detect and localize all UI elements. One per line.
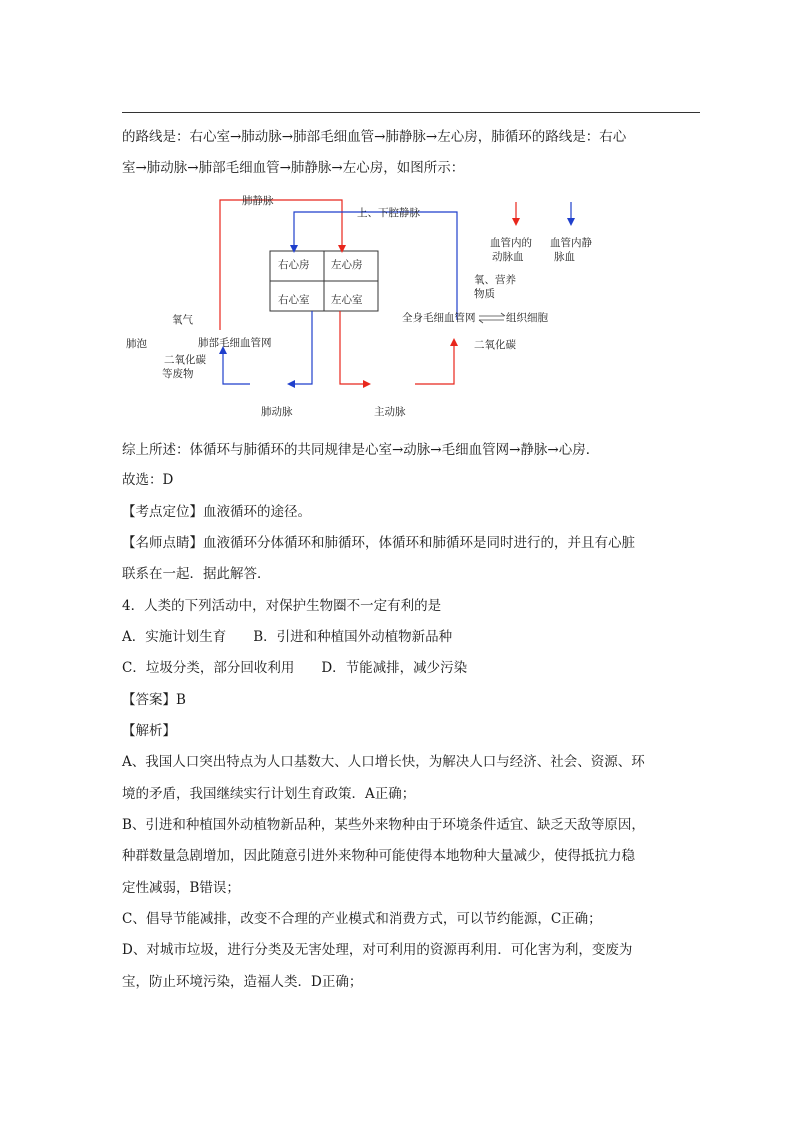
- header-rule: [122, 112, 700, 113]
- co2-waste-label-2: 等废物: [162, 368, 194, 380]
- aorta-return-arrow: [415, 340, 454, 384]
- tissue-cells-label: 组织细胞: [506, 312, 548, 324]
- aorta-label: 主动脉: [374, 406, 406, 418]
- legend-venous-label-1: 血管内静: [550, 237, 592, 249]
- legend-arterial-label-1: 血管内的: [490, 237, 532, 249]
- paragraph-line: 故选：D: [122, 472, 174, 488]
- paragraph-line: 室→肺动脉→肺部毛细血管→肺静脉→左心房，如图所示：: [122, 160, 465, 176]
- paragraph-line: D、对城市垃圾，进行分类及无害处理，对可利用的资源再利用．可化害为利，变废为: [122, 942, 633, 958]
- oxygen-label: 氧气: [172, 314, 193, 326]
- analysis-heading: 【解析】: [122, 723, 176, 739]
- pulmonary-vein-label: 肺静脉: [242, 195, 274, 207]
- left-atrium-label: 左心房: [331, 259, 363, 271]
- question-options-cd: C．垃圾分类，部分回收利用 D．节能减排，减少污染: [122, 660, 468, 676]
- paragraph-line: 【考点定位】血液循环的途径。: [122, 504, 311, 520]
- oxygen-nutrients-label-2: 物质: [474, 288, 495, 300]
- pulmonary-artery-arrow: [289, 311, 312, 384]
- oxygen-nutrients-label-1: 氧、营养: [474, 274, 516, 286]
- question-options-ab: A．实施计划生育 B．引进和种植国外动植物新品种: [122, 629, 453, 645]
- pulmonary-artery-return-arrow: [223, 348, 250, 384]
- legend-venous-label-2: 脉血: [554, 251, 575, 263]
- vena-cava-label: 上、下腔静脉: [357, 207, 420, 219]
- alveoli-label: 肺泡: [126, 338, 147, 350]
- left-ventricle-label: 左心室: [331, 294, 363, 306]
- question-stem: 4．人类的下列活动中，对保护生物圈不一定有利的是: [122, 598, 442, 614]
- legend-arterial-label-2: 动脉血: [492, 251, 524, 263]
- paragraph-line: 的路线是：右心室→肺动脉→肺部毛细血管→肺静脉→左心房，肺循环的路线是：右心: [122, 129, 627, 145]
- paragraph-line: A、我国人口突出特点为人口基数大、人口增长快，为解决人口与经济、社会、资源、环: [122, 754, 645, 770]
- aorta-arrow: [340, 311, 369, 384]
- right-atrium-label: 右心房: [278, 259, 310, 271]
- paragraph-line: 联系在一起．据此解答．: [122, 566, 271, 582]
- right-ventricle-label: 右心室: [278, 294, 310, 306]
- paragraph-line: C、倡导节能减排，改变不合理的产业模式和消费方式，可以节约能源，C正确；: [122, 911, 602, 927]
- co2-label: 二氧化碳: [474, 339, 516, 351]
- paragraph-line: B、引进和种植国外动植物新品种，某些外来物种由于环境条件适宜、缺乏天敌等原因，: [122, 817, 645, 833]
- vena-cava-arrow: [294, 212, 457, 320]
- paragraph-line: 宝，防止环境污染，造福人类．D正确；: [122, 974, 363, 990]
- lung-capillaries-label: 肺部毛细血管网: [198, 337, 272, 349]
- pulmonary-artery-label: 肺动脉: [261, 406, 293, 418]
- body-capillaries-label: 全身毛细血管网: [402, 312, 476, 324]
- paragraph-line: 综上所述：体循环与肺循环的共同规律是心室→动脉→毛细血管网→静脉→心房．: [122, 442, 600, 458]
- answer-label: 【答案】B: [122, 692, 186, 708]
- paragraph-line: 【名师点睛】血液循环分体循环和肺循环，体循环和肺循环是同时进行的，并且有心脏: [122, 535, 635, 551]
- blood-circulation-diagram: [122, 188, 592, 428]
- paragraph-line: 种群数量急剧增加，因此随意引进外来物种可能使得本地物种大量减少，使得抵抗力稳: [122, 848, 635, 864]
- paragraph-line: 定性减弱，B错误；: [122, 880, 240, 896]
- co2-waste-label-1: 二氧化碳: [164, 354, 206, 366]
- paragraph-line: 境的矛盾，我国继续实行计划生育政策．A正确；: [122, 786, 416, 802]
